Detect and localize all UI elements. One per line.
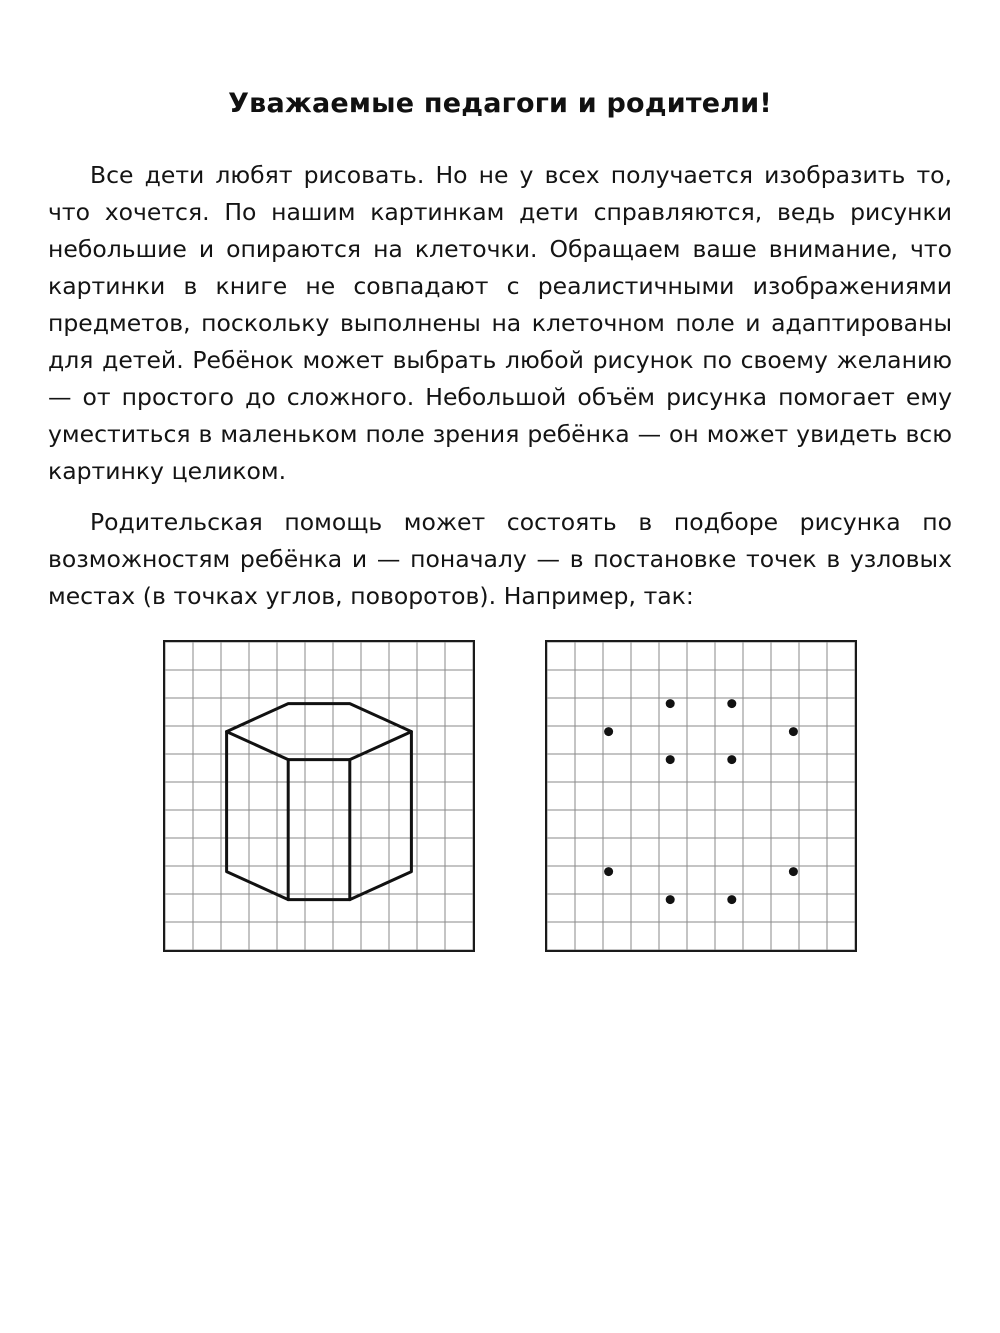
figures-row [0,640,1000,960]
paragraph-1: Все дети любят рисовать. Но не у всех получается изобразить то, что хочется. По нашим картинкам дети справляются, ведь рисунки небольшие и опираются на клеточки. Обращаем ваше внимание, что картинки в книге не совпадают с реалистичными изображениями предметов, поскольку выполнены на клеточном поле и адаптированы для детей. Ребёнок может выбрать любой рисунок по своему желанию — от простого до сложного. Небольшой объём рисунка помогает ему уместиться в маленьком поле зрения ребёнка — он может увидеть всю картинку целиком. [48,161,952,485]
figure-hexagonal-prism [163,640,475,952]
text-content [48,88,952,615]
page-title: Уважаемые педагоги и родители! [228,88,772,119]
dot-nodes-svg [547,642,855,950]
figure-dot-nodes [545,640,857,952]
hexagonal-prism-svg [165,642,473,950]
paragraph-2: Родительская помощь может состоять в подборе рисунка по возможностям ребёнка и — поначалу — в постановке точек в узловых местах (в точках углов, поворотов). Например, так: [48,508,952,610]
